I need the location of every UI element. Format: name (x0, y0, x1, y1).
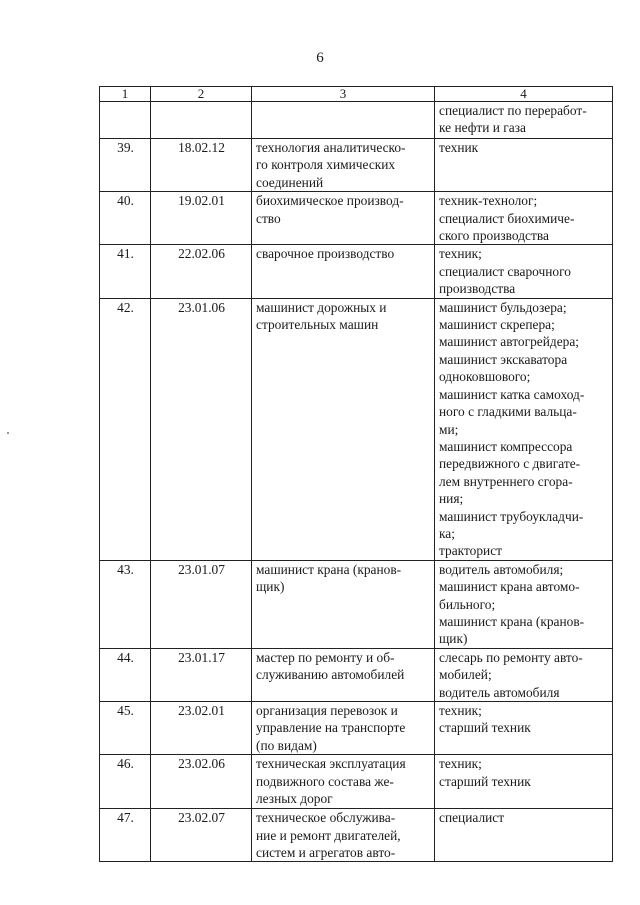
specialty-name-line: машинист крана (кранов- (256, 561, 402, 577)
qualification-line: старший техник (439, 720, 531, 736)
specialty-code: 19.02.01 (151, 192, 252, 245)
table-row (100, 192, 613, 245)
qualification-list (435, 648, 613, 701)
qualification-line: ми; (439, 421, 459, 437)
qualification-line: мобилей; (439, 667, 492, 683)
qualification-line: ке нефти и газа (439, 120, 526, 136)
specialty-name-line: мастер по ремонту и об- (256, 649, 395, 665)
qualification-line: машинист бульдозера; (439, 299, 567, 315)
specialty-code: 23.01.17 (151, 648, 252, 701)
header-cell-4: 4 (435, 87, 613, 102)
specialty-name-line: биохимическое производ- (256, 193, 404, 209)
qualification-line: техник (439, 140, 479, 155)
qualification-list (435, 139, 613, 192)
qualification-line: техник-технолог; (439, 193, 538, 209)
specialty-name-line: щик) (256, 579, 285, 595)
table-row (100, 648, 613, 701)
page-number: 6 (316, 50, 324, 66)
row-number: 41. (100, 245, 151, 298)
qualification-line: старший техник (439, 773, 531, 789)
table-row (100, 245, 613, 298)
qualification-list (435, 702, 613, 755)
specialty-name (252, 245, 435, 298)
qualification-line: ка; (439, 525, 455, 541)
specialty-name-line: техническая эксплуатация (256, 756, 406, 772)
qualification-line: машинист скрепера; (439, 317, 555, 333)
specialty-name-line: (по видам) (256, 737, 317, 753)
specialty-name (252, 102, 435, 139)
qualification-list (435, 245, 613, 298)
qualification-line: техник; (439, 246, 482, 262)
specialty-name (252, 139, 435, 192)
qualification-line: машинист крана (кранов- (439, 613, 585, 629)
qualification-line: техник; (439, 756, 482, 772)
specialty-name-line: строительных машин (256, 317, 379, 333)
specialty-code: 23.01.07 (151, 560, 252, 648)
qualification-list (435, 755, 613, 809)
header-cell-2: 2 (151, 87, 252, 102)
specialty-name-line: машинист дорожных и (256, 299, 387, 315)
table-row (100, 298, 613, 560)
qualification-line: специалист по переработ- (439, 103, 587, 118)
specialty-code: 22.02.06 (151, 245, 252, 298)
specialty-code: 23.02.06 (151, 755, 252, 809)
qualification-line: машинист экскаватора (439, 351, 568, 367)
specialty-name-line: ство (256, 210, 281, 226)
specialty-code: 23.01.06 (151, 298, 252, 560)
qualification-line: машинист компрессора (439, 438, 573, 454)
specialties-table (99, 86, 613, 862)
qualification-line: водитель автомобиля; (439, 561, 564, 577)
row-number: 40. (100, 192, 151, 245)
table-row (100, 809, 613, 862)
table-row (100, 560, 613, 648)
specialty-name-line: соединений (256, 174, 324, 190)
row-number: 45. (100, 702, 151, 755)
row-number: 46. (100, 755, 151, 809)
specialty-name (252, 755, 435, 809)
qualification-line: специалист (439, 810, 505, 826)
qualification-line: щик) (439, 631, 468, 647)
qualification-line: машинист автогрейдера; (439, 334, 579, 350)
qualification-list (435, 102, 613, 139)
qualification-line: тракторист (439, 543, 503, 559)
qualification-line: ного с гладкими вальца- (439, 404, 577, 420)
specialty-name-line: ние и ремонт двигателей, (256, 827, 401, 843)
specialty-name-line: управление на транспорте (256, 720, 406, 736)
qualification-list (435, 298, 613, 560)
qualification-line: машинист трубоукладчи- (439, 508, 584, 524)
row-number: 43. (100, 560, 151, 648)
qualification-line: техник; (439, 703, 482, 718)
qualification-line: одноковшового; (439, 369, 531, 385)
qualification-line: ского производства (439, 228, 549, 244)
specialty-name-line: технология аналитическо- (256, 140, 406, 155)
specialty-name-line: го контроля химических (256, 157, 396, 173)
specialty-code: 23.02.01 (151, 702, 252, 755)
table-row (100, 702, 613, 755)
qualification-line: ния; (439, 491, 464, 507)
specialty-name (252, 809, 435, 862)
table-row (100, 755, 613, 809)
qualification-line: машинист крана автомо- (439, 579, 580, 595)
specialty-name-line: техническое обслужива- (256, 810, 396, 826)
specialty-code: 18.02.12 (151, 139, 252, 192)
qualification-line: специалист сварочного (439, 263, 571, 279)
qualification-line: специалист биохимиче- (439, 210, 575, 226)
specialty-name (252, 298, 435, 560)
qualification-line: производства (439, 281, 516, 297)
qualification-line: машинист катка самоход- (439, 386, 585, 402)
qualification-list (435, 192, 613, 245)
specialty-code: 23.02.07 (151, 809, 252, 862)
table-row (100, 102, 613, 139)
specialty-name (252, 560, 435, 648)
qualification-line: водитель автомобиля (439, 684, 560, 700)
qualification-list (435, 809, 613, 862)
header-cell-1: 1 (100, 87, 151, 102)
specialty-name-line: служиванию автомобилей (256, 667, 405, 683)
specialty-name-line: сварочное производство (256, 246, 395, 262)
specialty-name-line: систем и агрегатов авто- (256, 845, 396, 861)
row-number (100, 102, 151, 139)
qualification-line: лем внутреннего сгора- (439, 473, 573, 489)
row-number: 47. (100, 809, 151, 862)
row-number: 42. (100, 298, 151, 560)
scan-speck (7, 432, 9, 434)
specialty-name-line: организация перевозок и (256, 703, 398, 718)
row-number: 44. (100, 648, 151, 701)
specialty-name (252, 702, 435, 755)
qualification-line: передвижного с двигате- (439, 456, 581, 472)
specialty-code (151, 102, 252, 139)
row-number: 39. (100, 139, 151, 192)
specialty-name (252, 648, 435, 701)
qualification-line: бильного; (439, 596, 496, 612)
specialty-name-line: лезных дорог (256, 791, 333, 807)
qualification-list (435, 560, 613, 648)
table-header-row (100, 87, 613, 102)
table-row (100, 139, 613, 192)
qualification-line: слесарь по ремонту авто- (439, 649, 583, 665)
header-cell-3: 3 (252, 87, 435, 102)
specialty-name-line: подвижного состава же- (256, 773, 394, 789)
specialty-name (252, 192, 435, 245)
